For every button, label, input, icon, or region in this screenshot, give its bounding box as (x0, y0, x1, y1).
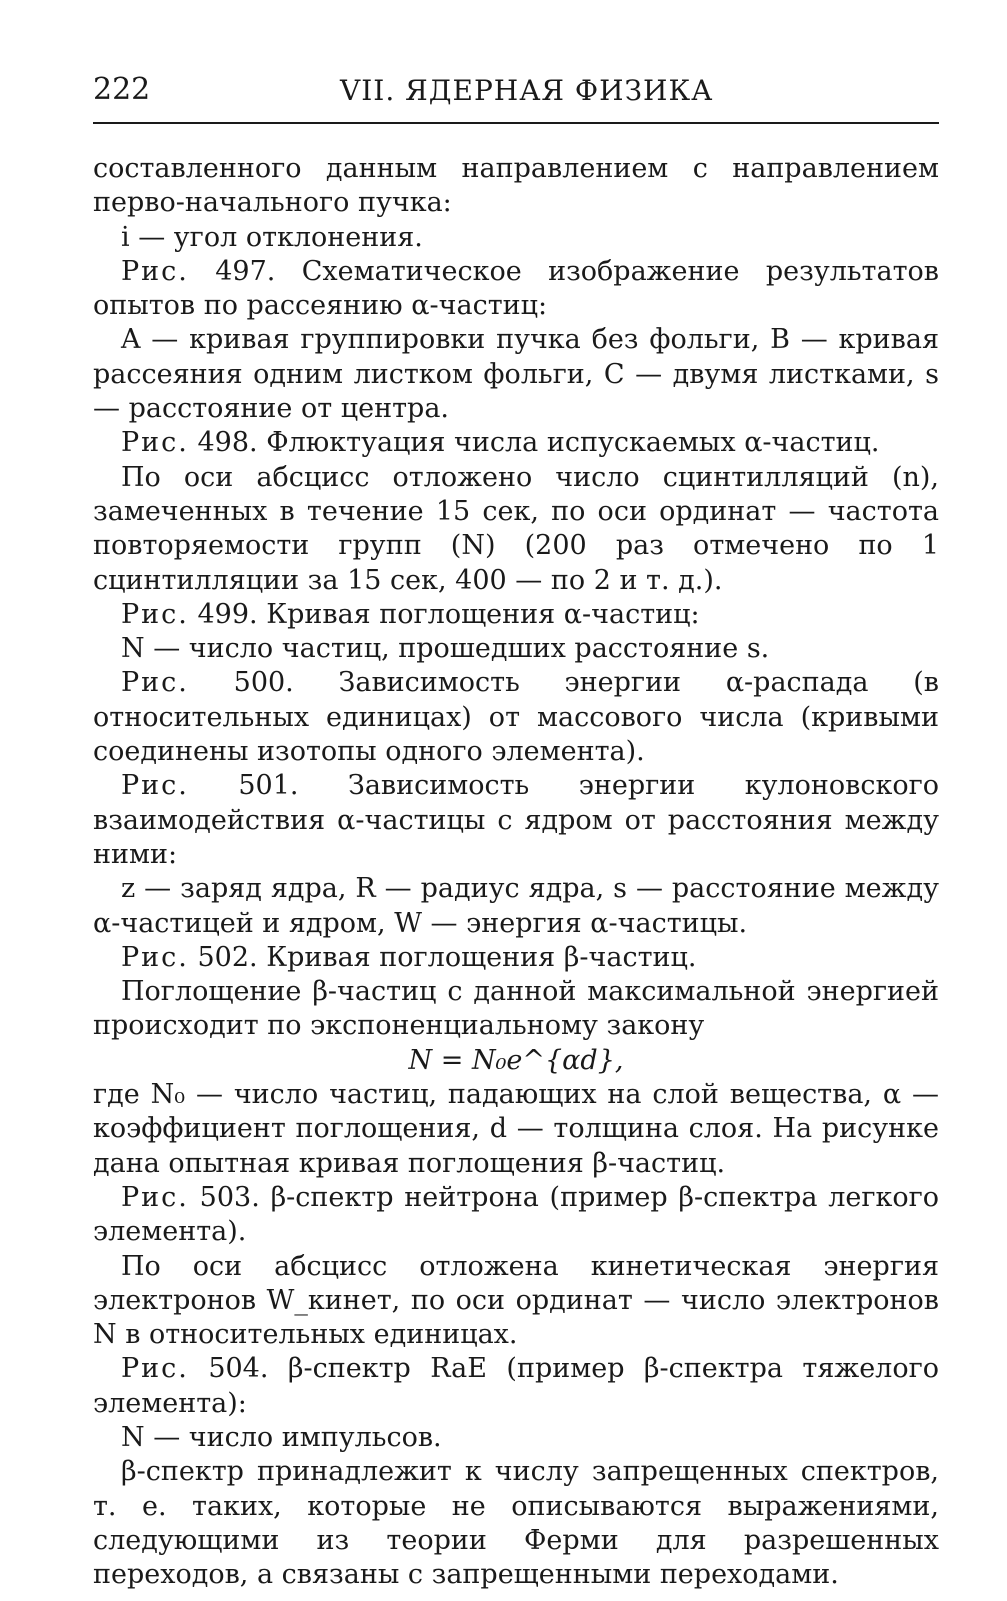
figure-label: Рис. (121, 598, 189, 630)
figure-number: 502. (197, 941, 258, 973)
paragraph: Поглощение β-частиц с данной максимальной энергией происходит по экспоненциальному закону (93, 976, 939, 1042)
paragraph: N — число импульсов. (121, 1421, 442, 1453)
figure-caption: Рис. 502. Кривая поглощения β-частиц. (121, 941, 697, 973)
figure-label: Рис. (121, 427, 189, 459)
figure-label: Рис. (121, 667, 189, 699)
paragraph: По оси абсцисс отложено число сцинтилляций (n), замеченных в течение 15 сек, по оси ординат — частота повторяемости групп (N) (200 раз отмечено по 1 сцинтилляции за 15 сек, 400 — по 2 и т. д.). (93, 461, 939, 596)
header-rule (93, 122, 939, 124)
paragraph: i — угол отклонения. (121, 221, 423, 253)
figure-caption: Рис. 499. Кривая поглощения α-частиц: (121, 598, 700, 630)
figure-caption: Рис. 497. Схематическое изображение результатов опытов по рассеянию α-частиц: (93, 255, 939, 322)
page-header (93, 72, 939, 112)
figure-caption: Рис. 500. Зависимость энергии α-распада (в относительных единицах) от массового числа (кривыми соединены изотопы одного элемента). (93, 667, 939, 768)
paragraph: где N₀ — число частиц, падающих на слой вещества, α — коэффициент поглощения, d — толщина слоя. На рисунке дана опытная кривая поглощения β-частиц. (93, 1079, 939, 1179)
formula: N = N₀e^{αd}, (408, 1044, 624, 1076)
figure-caption: Рис. 503. β-спектр нейтрона (пример β-спектра легкого элемента). (93, 1181, 939, 1248)
figure-number: 498. (197, 427, 258, 459)
paragraph: β-спектр принадлежит к числу запрещенных спектров, т. е. таких, которые не описываются выражениями, следующими из теории Ферми для разрешенных переходов, а связаны с запрещенными переходами. (93, 1456, 939, 1591)
figure-label: Рис. (121, 1353, 189, 1385)
paragraph: z — заряд ядра, R — радиус ядра, s — расстояние между α-частицей и ядром, W — энергия α-частицы. (93, 873, 939, 939)
figure-number: 497. (215, 255, 276, 287)
paragraph: A — кривая группировки пучка без фольги, B — кривая рассеяния одним листком фольги, C — двумя листками, s — расстояние от центра. (93, 324, 939, 425)
figure-label: Рис. (121, 1181, 189, 1213)
figure-label: Рис. (121, 941, 189, 973)
figure-caption: Рис. 504. β-спектр RaE (пример β-спектра тяжелого элемента): (93, 1353, 939, 1419)
figure-number: 499. (197, 598, 258, 630)
body-text (93, 152, 939, 1592)
figure-number: 501. (238, 770, 299, 802)
paragraph: N — число частиц, прошедших расстояние s. (121, 633, 770, 665)
figure-number: 504. (208, 1353, 269, 1385)
figure-label: Рис. (121, 770, 189, 802)
page-number: 222 (93, 72, 151, 107)
figure-label: Рис. (121, 255, 189, 287)
paragraph: составленного данным направлением с направлением перво-начального пучка: (93, 153, 939, 219)
figure-caption: Рис. 501. Зависимость энергии кулоновского взаимодействия α-частицы с ядром от расстояния между ними: (93, 770, 940, 870)
figure-number: 500. (233, 667, 294, 699)
figure-caption: Рис. 498. Флюктуация числа испускаемых α-частиц. (121, 427, 880, 459)
figure-number: 503. (199, 1181, 260, 1213)
paragraph: По оси абсцисс отложена кинетическая энергия электронов W_кинет, по оси ординат — число электронов N в относительных единицах. (93, 1250, 939, 1351)
running-title: VII. ЯДЕРНАЯ ФИЗИКА (340, 74, 714, 107)
